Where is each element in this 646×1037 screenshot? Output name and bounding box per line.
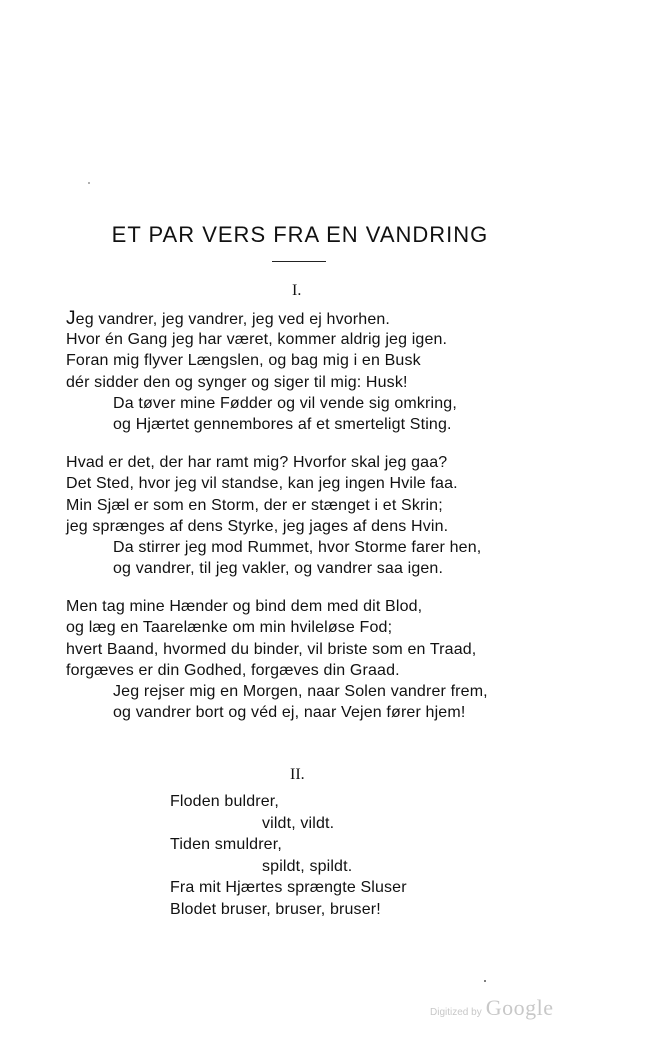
verse-line-indented: vildt, vildt.	[262, 814, 335, 832]
watermark-prefix: Digitized by	[430, 1007, 482, 1018]
verse-line: Det Sted, hvor jeg vil standse, kan jeg ingen Hvile faa.	[66, 475, 458, 493]
google-logo: Google	[485, 995, 554, 1020]
section-2-poem	[170, 791, 407, 920]
stanza-1	[66, 308, 536, 435]
verse-line-indented: spildt, spildt.	[262, 857, 353, 875]
verse-line: Men tag mine Hænder og bind dem med dit Blod,	[66, 598, 423, 616]
section-1-poem	[66, 308, 536, 740]
verse-line-indented: Jeg rejser mig en Morgen, naar Solen vandrer frem,	[113, 683, 488, 700]
verse-line: Blodet bruser, bruser, bruser!	[170, 900, 381, 918]
verse-line: Hvad er det, der har ramt mig? Hvorfor skal jeg gaa?	[66, 454, 448, 472]
verse-line: Jeg vandrer, jeg vandrer, jeg ved ej hvorhen.	[66, 308, 391, 329]
title-rule	[272, 261, 326, 262]
verse-line: forgæves er din Godhed, forgæves din Graad.	[66, 661, 400, 679]
verse-line: Fra mit Hjærtes sprængte Sluser	[170, 879, 407, 896]
verse-line: hvert Baand, hvormed du binder, vil briste som en Traad,	[66, 640, 477, 658]
stanza-2	[66, 452, 536, 579]
verse-line: Hvor én Gang jeg har været, kommer aldrig jeg igen.	[66, 331, 448, 349]
digitized-watermark	[430, 995, 553, 1021]
verse-line-indented: Da tøver mine Fødder og vil vende sig omkring,	[113, 394, 457, 412]
section-2-numeral: II.	[290, 766, 305, 783]
scan-speck	[88, 182, 90, 184]
verse-line-indented: Da stirrer jeg mod Rummet, hvor Storme farer hen,	[113, 538, 482, 556]
verse-line-indented: og vandrer bort og véd ej, naar Vejen fører hjem!	[113, 704, 466, 722]
verse-line: og læg en Taarelænke om min hvileløse Fod;	[66, 619, 393, 637]
poem-title: ET PAR VERS FRA EN VANDRING	[111, 222, 489, 247]
scan-speck	[484, 980, 486, 982]
verse-line: Foran mig flyver Længslen, og bag mig i en Busk	[66, 352, 421, 370]
verse-line: Floden buldrer,	[170, 793, 279, 810]
verse-line-indented: og Hjærtet gennembores af et smerteligt Sting.	[113, 415, 452, 433]
section-1-numeral: I.	[292, 282, 302, 299]
stanza-3	[66, 596, 536, 723]
verse-line: jeg sprænges af dens Styrke, jeg jages af dens Hvin.	[66, 517, 449, 535]
verse-line: Tiden smuldrer,	[170, 836, 282, 853]
verse-line: dér sidder den og synger og siger til mig: Husk!	[66, 373, 408, 391]
verse-line-indented: og vandrer, til jeg vakler, og vandrer saa igen.	[113, 560, 444, 578]
drop-cap: J	[66, 308, 76, 329]
verse-line: Min Sjæl er som en Storm, der er stænget i et Skrin;	[66, 496, 443, 514]
